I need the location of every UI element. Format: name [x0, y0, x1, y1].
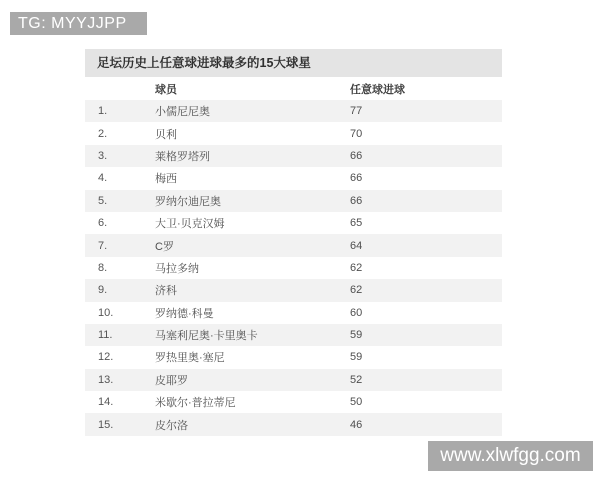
goals-cell: 62 — [350, 284, 363, 297]
rank-cell: 7. — [98, 239, 108, 252]
player-cell: 皮尔洛 — [155, 419, 188, 432]
rank-cell: 15. — [98, 418, 114, 431]
player-cell: C罗 — [155, 240, 174, 253]
table-row — [85, 122, 502, 144]
player-cell: 皮耶罗 — [155, 374, 188, 387]
player-cell: 马塞利尼奥·卡里奥卡 — [155, 330, 258, 343]
rank-cell: 8. — [98, 261, 108, 274]
goals-cell: 59 — [350, 351, 363, 364]
goals-cell: 65 — [350, 217, 363, 230]
table-row — [85, 167, 502, 189]
table-row — [85, 391, 502, 413]
table-row — [85, 324, 502, 346]
rank-cell: 14. — [98, 396, 114, 409]
table-header-row — [85, 77, 502, 100]
goals-cell: 77 — [350, 105, 363, 118]
table-row — [85, 279, 502, 301]
table-row — [85, 145, 502, 167]
table-row — [85, 190, 502, 212]
table-row — [85, 369, 502, 391]
goals-cell: 46 — [350, 418, 363, 431]
goals-cell: 66 — [350, 149, 363, 162]
player-cell: 大卫·贝克汉姆 — [155, 218, 225, 231]
goals-cell: 66 — [350, 194, 363, 207]
player-cell: 米歇尔·普拉蒂尼 — [155, 397, 236, 410]
tg-watermark-badge: TG: MYYJJPP — [10, 12, 147, 35]
player-cell: 莱格罗塔列 — [155, 150, 210, 163]
table-row — [85, 100, 502, 122]
player-cell: 梅西 — [155, 173, 177, 186]
player-cell: 罗热里奥·塞尼 — [155, 352, 225, 365]
table-row — [85, 234, 502, 256]
player-cell: 济科 — [155, 285, 177, 298]
rank-cell: 2. — [98, 127, 108, 140]
player-column-header: 球员 — [155, 83, 177, 96]
player-cell: 罗纳尔迪尼奥 — [155, 195, 221, 208]
goals-cell: 62 — [350, 261, 363, 274]
rank-cell: 4. — [98, 172, 108, 185]
rank-cell: 10. — [98, 306, 114, 319]
rank-cell: 13. — [98, 373, 114, 386]
table-row — [85, 302, 502, 324]
goals-cell: 64 — [350, 239, 363, 252]
table-row — [85, 346, 502, 368]
freekick-ranking-table — [85, 49, 502, 436]
goals-column-header: 任意球进球 — [350, 83, 405, 96]
table-row — [85, 413, 502, 435]
goals-cell: 70 — [350, 127, 363, 140]
table-title: 足坛历史上任意球进球最多的15大球星 — [85, 49, 502, 77]
goals-cell: 60 — [350, 306, 363, 319]
player-cell: 马拉多纳 — [155, 262, 199, 275]
rank-cell: 5. — [98, 194, 108, 207]
goals-cell: 52 — [350, 373, 363, 386]
rank-cell: 6. — [98, 217, 108, 230]
table-row — [85, 212, 502, 234]
rank-cell: 11. — [98, 329, 113, 342]
rank-cell: 9. — [98, 284, 108, 297]
table-row — [85, 257, 502, 279]
site-watermark-badge: www.xlwfgg.com — [428, 441, 593, 471]
goals-cell: 50 — [350, 396, 363, 409]
goals-cell: 66 — [350, 172, 363, 185]
table-body — [85, 100, 502, 436]
player-cell: 罗纳德·科曼 — [155, 307, 214, 320]
rank-cell: 12. — [98, 351, 114, 364]
rank-cell: 3. — [98, 149, 108, 162]
goals-cell: 59 — [350, 329, 363, 342]
player-cell: 贝利 — [155, 128, 177, 141]
player-cell: 小儒尼尼奥 — [155, 106, 210, 119]
rank-cell: 1. — [98, 105, 108, 118]
